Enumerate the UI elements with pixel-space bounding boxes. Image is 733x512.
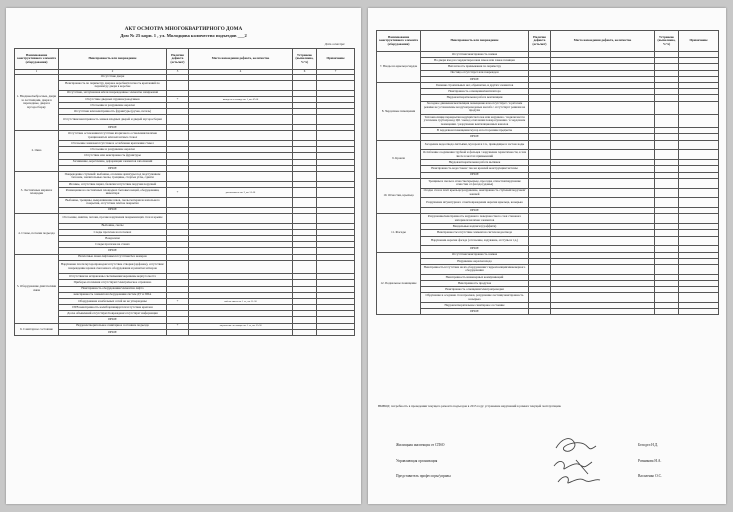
defect-description: Загнивание, коробление, деформация элементов заполнений [59,159,167,165]
defect-description: Вандальные надписи (граффити) [421,224,529,230]
defect-flag: + [167,188,189,198]
column-header: Наличие дефекта (есть/нет) [529,31,551,52]
fixed-percent [293,188,317,198]
page-left [6,8,361,504]
defect-description: ИНОЕ [59,248,167,254]
section-name: 12. Подвальное помещение [377,252,421,315]
defect-location: расположено: кв. 2, кв. 55-58 [189,188,293,198]
defect-flag [167,80,189,90]
fixed-percent [293,115,317,125]
fixed-percent [293,172,317,182]
table-row [15,172,355,182]
defect-description: ИНОЕ [59,125,167,131]
defect-location [189,172,293,182]
fixed-percent [293,80,317,90]
defect-description: Отсутствие дверных прушин/доводчиков [59,96,167,102]
column-header: Примечание [679,31,719,52]
defect-description: Изломы, отсутствие перил, балясин/отсутствие поручня поручней [59,181,167,187]
defect-description: ИТВ неисправность калиб/архивируется/отсутствие креплен [59,305,167,311]
table-row [377,309,719,315]
column-header: Наличие дефекта (есть/нет) [167,49,189,70]
remark [317,115,355,125]
table-row [15,188,355,198]
inspection-date-label: Дата осмотра: [324,42,345,46]
defect-flag: + [167,96,189,102]
fixed-percent [655,236,679,246]
defect-location [551,178,655,188]
defect-description: Нарушения окраски фасада (отслоение, вздувание, отступы и т.д.) [421,236,529,246]
handwritten-signatures [548,432,608,490]
defect-flag [529,140,551,150]
defect-flag: + [167,298,189,304]
defect-description: Отсутствие или неисправность фурнитуры [59,153,167,159]
defect-flag [529,264,551,274]
table-row [377,198,719,208]
table-row [15,260,355,273]
defect-description: Отсутствие остекления/отсутствие вторичного остекления/наличие трещиноватых или неплотных стекол [59,131,167,141]
table-row [15,115,355,125]
defect-description: Неудовлетворительное санитарное состояние [421,303,529,309]
defect-flag [167,172,189,182]
defect-flag [167,131,189,141]
defect-description: ИНОЕ [59,317,167,323]
defect-description: Отсутствие/неисправность замков [421,52,529,58]
section-name: 6. Санитарное состояние [15,323,59,335]
column-number: 7 [317,70,355,75]
defect-description: Неудовлетворительное санитарное состояние подъезда [59,323,167,329]
remark [317,197,355,207]
defect-location: выход на лестницу: кв. 1, кв. 47-58 [189,96,293,102]
defect-description: Отслоение замазки/отсутствие и ослабление крепления стекол [59,141,167,147]
fixed-percent [655,150,679,160]
remark [679,309,719,315]
column-number: 2 [59,70,167,75]
remark [679,140,719,150]
defect-description: Отсутствие/неисправность замков [421,252,529,258]
defect-flag [167,213,189,223]
inspection-table-left [14,48,355,336]
section-name: 1. Входные/выбросные, двери за лестницами, двери в переходные, двери в мусоросборку [15,74,59,131]
defect-description: Неплотность примыкания по периметру [421,64,529,70]
signature-role-2: Управляющая организация [396,459,438,463]
defect-flag: + [167,323,189,329]
fixed-percent [655,309,679,315]
remark [317,188,355,198]
fixed-percent [655,101,679,114]
defect-description: Вандализм [59,235,167,241]
defect-description: Обрушение и оседание стен проемов, разрушение лестниц/неисправность козырька [421,293,529,303]
defect-description: Неисправность инженерных коммуникаций [421,274,529,280]
defect-description: ИНОЕ [421,208,529,214]
column-number: 6 [293,70,317,75]
defect-description: Засорение водоотвода листьями, мусором и т.п., приводящее в застою воды [421,140,529,150]
column-header: Место нахождения дефекта, количество [189,49,293,70]
defect-description: Неисправность продухов [421,280,529,286]
defect-description: ИНОЕ [59,329,167,335]
defect-location [189,115,293,125]
defect-description: Нарушение плотн мусоропроводов/отсутствие створки (арфомее), отсутствие/повреждение кранов смесаемого оборудования и решетки затворов [59,260,167,273]
defect-description: Отсутствие или неисправность фурнитуры (ручек, петель) [59,109,167,115]
defect-description: Разрушение/неисправность наружного поверхностного слоя стенового материала/наличие элементов [421,214,529,224]
defect-location [551,293,655,303]
defect-location [551,150,655,160]
remark [679,293,719,303]
remark [679,214,719,224]
defect-description: Отслоение, вмятия, потеки, прочие нарушения покрывающих стен и крыше [59,213,167,223]
table-row [15,197,355,207]
defect-description: Пестица отсутствует или поврежден [421,70,529,76]
remark [679,150,719,160]
defect-location [189,213,293,223]
remark [317,131,355,141]
defect-description: Осадка стен и плит крыльца/разрушение, неисправность ступеней/поручней/ковшей [421,188,529,198]
fixed-percent [293,131,317,141]
remark [679,198,719,208]
defect-location [189,131,293,141]
defect-description: Оборудование и кабельных сетей не не утверждены [59,298,167,304]
defect-description: На двери вход на чердак/пересекая замок или замок похищен [421,58,529,64]
table-row [15,213,355,223]
fixed-percent [655,114,679,127]
defect-description: Нарушение окраски входа [421,258,529,264]
defect-location [551,309,655,315]
defect-description: Отслоение и разрушение окраски [59,102,167,108]
defect-flag [529,293,551,303]
remark [679,114,719,127]
fixed-percent [655,188,679,198]
fixed-percent [293,329,317,335]
fixed-percent [293,260,317,273]
column-header: Неисправность или повреждение [59,49,167,70]
defect-location: кабели связи: кв. 1 эт., кв. 51-58 [189,298,293,304]
defect-location [551,140,655,150]
defect-location [189,80,293,90]
defect-location [551,264,655,274]
fixed-percent [655,198,679,208]
defect-description: Гниение стропильных ног, обрешетки, и других элементов [421,82,529,88]
defect-description: Трещины и сколы в отмостке/крыльце, просадка отмостки/нарушение отмостки от фасада (зданья) [421,178,529,188]
defect-flag [529,114,551,127]
defect-location [551,214,655,224]
remark [679,101,719,114]
defect-flag [167,329,189,335]
table-row [377,140,719,150]
defect-description: Приборы отопления отсутствуют/электрическое отравлено [59,280,167,286]
table-row [377,101,719,114]
column-header: Место нахождения дефекта, количество [551,31,655,52]
table-row [377,214,719,224]
defect-description: Отсутствие, заглушенная и/или поврежденные элементы запираемой [59,90,167,96]
fixed-percent [655,293,679,303]
fixed-percent [655,264,679,274]
section-name: 2. Окна [15,131,59,172]
defect-description: Следы протечек на стенах [59,242,167,248]
defect-description: Неисправность/отсутствие элементов систем водоотвода [421,230,529,236]
section-name: 4. Стены, потолки подъезда [15,213,59,254]
table-row [377,150,719,160]
inspection-table-right [376,30,719,315]
defect-flag [167,115,189,125]
defect-flag [529,188,551,198]
table-row [377,293,719,303]
table-row [15,329,355,335]
remark [317,329,355,335]
defect-description: Неисправность освещения/электропроводки [421,287,529,293]
page-right [368,8,726,504]
signature-role-3: Представитель профессоры/управы [396,474,451,478]
defect-description: Следы протечек на потолках [59,229,167,235]
defect-description: Неисправность оборудования/элементов лифта [59,286,167,292]
defect-flag [529,236,551,246]
column-number: 1 [15,70,59,75]
act-title: АКТ ОСМОТРА МНОГОКВАРТИРНОГО ДОМА [124,26,243,32]
defect-flag [529,214,551,224]
defect-description: ИНОЕ [59,165,167,171]
remark [679,188,719,198]
signature-role-1: Жилищная инспекция от СПбО [396,443,445,447]
defect-flag [529,101,551,114]
column-number: 3 [167,70,189,75]
defect-location [551,198,655,208]
defect-description: ИНОЕ [421,76,529,82]
defect-description: Теплоизоляция перекрытия ведущих/потолок или нарушена / подключается утепление трубопровод ЦО / выход отопления пожаротушения / в чердачном помещении / разрушение вентиляционных каналов [421,114,529,127]
fixed-percent [655,178,679,188]
table-row [377,188,719,198]
defect-location [551,188,655,198]
defect-description: Выбоины, трещины, выкрашивание швов, сколы материала напольного покрытия, отсутствие плиток покрытия [59,197,167,207]
column-header: Наименование конструктивного элемента (оборудования) [377,31,421,52]
defect-description: Отсутствие/не исправлены светильники/окрашены корпуса места [59,274,167,280]
table-row [15,131,355,141]
column-header: Примечание [317,49,355,70]
fixed-percent [293,213,317,223]
section-name: 3. Лестничные марши и площадки [15,172,59,214]
remark [679,236,719,246]
defect-flag [529,198,551,208]
defect-description: Ослабление соединения трубной и фальцев / нарушение герметичности, в том числе в местах примыканий [421,150,529,160]
defect-description: Неисправность/отсутствие на их оборудования/ гидроизоляция/инженерного оборудования [421,264,529,274]
defect-description: ИНОЕ [421,246,529,252]
defect-location [189,329,293,335]
defect-description: Холодное движение/вентиляция помещение или отсутствует / в рабочем режиме не установлены воздухопроводовые желоба / отсутствует ревизия на продухи [421,101,529,114]
defect-description: Размещение на лестничных площадках бытовых вещей, оборудования, инвентаря [59,188,167,198]
defect-description: Отслоение и разрушение окраски [59,147,167,153]
act-subtitle: Дом № 25 корп. 1 , ул. Молодцова количество подъездов ___2 [120,33,247,38]
table-row [377,236,719,246]
column-header: Наименование конструктивного элемента (оборудования) [15,49,59,70]
defect-description: Выбоины, сколы [59,223,167,229]
defect-description: Неудовлетворительная работа вентиляции [421,95,529,101]
defect-description: Повреждение ступеней: выбоины, оголение арматуры под подступенком бетоном, значительные сколы, трещины, стертые углы, сдвиги [59,172,167,182]
defect-location [551,101,655,114]
column-number: 4 [189,70,293,75]
defect-description: ИНОЕ [59,207,167,213]
defect-description: ИНОЕ [421,172,529,178]
defect-location [551,236,655,246]
defect-description: Отсутствие/неисправность замков входных дверей и дверей мусоросборки [59,115,167,125]
section-name: 7. Входы на крыльцо/чердак [377,52,421,83]
remark [317,213,355,223]
defect-description: ИНОЕ [421,309,529,315]
signature-name-1: Белодел Н.Д. [638,443,659,447]
defect-description: Доска объявлений отсутствует/повреждена/отсутствует информация [59,311,167,317]
defect-description: Неплотные люки лифтовых/отсутствие/без номеров [59,254,167,260]
remark [317,80,355,90]
table-row [377,264,719,274]
table-row [377,114,719,127]
section-name: 10. Отмостки, крыльца [377,178,421,214]
column-header: Устранено (выполнено, %%) [655,31,679,52]
fixed-percent [655,214,679,224]
defect-location: загрязнение лестницы: кв. 1 эт., кв. 55-58 [189,323,293,329]
remark [317,172,355,182]
section-name: 8. Чердачные помещения [377,82,421,140]
defect-description: Отсутствие двери [59,74,167,80]
defect-flag [529,150,551,160]
remark [317,260,355,273]
defect-flag [529,178,551,188]
defect-description: Неисправность водостоков/ так же кровлей конструкция/системы [421,166,529,172]
section-name: 5. Оборудование двигателями связи [15,254,59,323]
section-name: 9. Кровля [377,140,421,178]
defect-description: ИНОЕ [421,134,529,140]
header-row [15,49,355,70]
defect-location [189,260,293,273]
defect-location [189,197,293,207]
defect-description: Неисправность освещения/вентилятора [421,89,529,95]
fixed-percent [293,197,317,207]
defect-flag [167,260,189,273]
defect-description: Разрушение штукатурного слоя/повреждения окраски крыльца, козырька [421,198,529,208]
signature-name-2: Ратникова Н.А. [638,459,662,463]
table-row [15,80,355,90]
defect-description: Неудовлетворительная работа вытяжек [421,160,529,166]
conclusion-text: ВЫВОД: потребность в проведении текущего ремонта подъездов в 2015 году: устранение нарушений в рамках текущей эксплуатации. [378,404,562,408]
section-name: 11. Фасады [377,214,421,252]
header-row [377,31,719,52]
table-row [377,178,719,188]
defect-location [551,114,655,127]
defect-description: Неисправность по периметру дверное коробки/плотность креплений по периметру двери в коробке [59,80,167,90]
remark [679,264,719,274]
defect-description: В чердачном помещении мусор и посторонние предметы [421,128,529,134]
remark [679,178,719,188]
defect-flag [167,197,189,207]
column-header: Устранено (выполнено, %%) [293,49,317,70]
signature-name-3: Василенко О.С. [638,474,662,478]
column-header: Неисправность или повреждение [421,31,529,52]
defect-flag [529,309,551,315]
fixed-percent [655,140,679,150]
defect-description: неисправность элементов/оборудования систем ДУ и ППА [59,292,167,298]
